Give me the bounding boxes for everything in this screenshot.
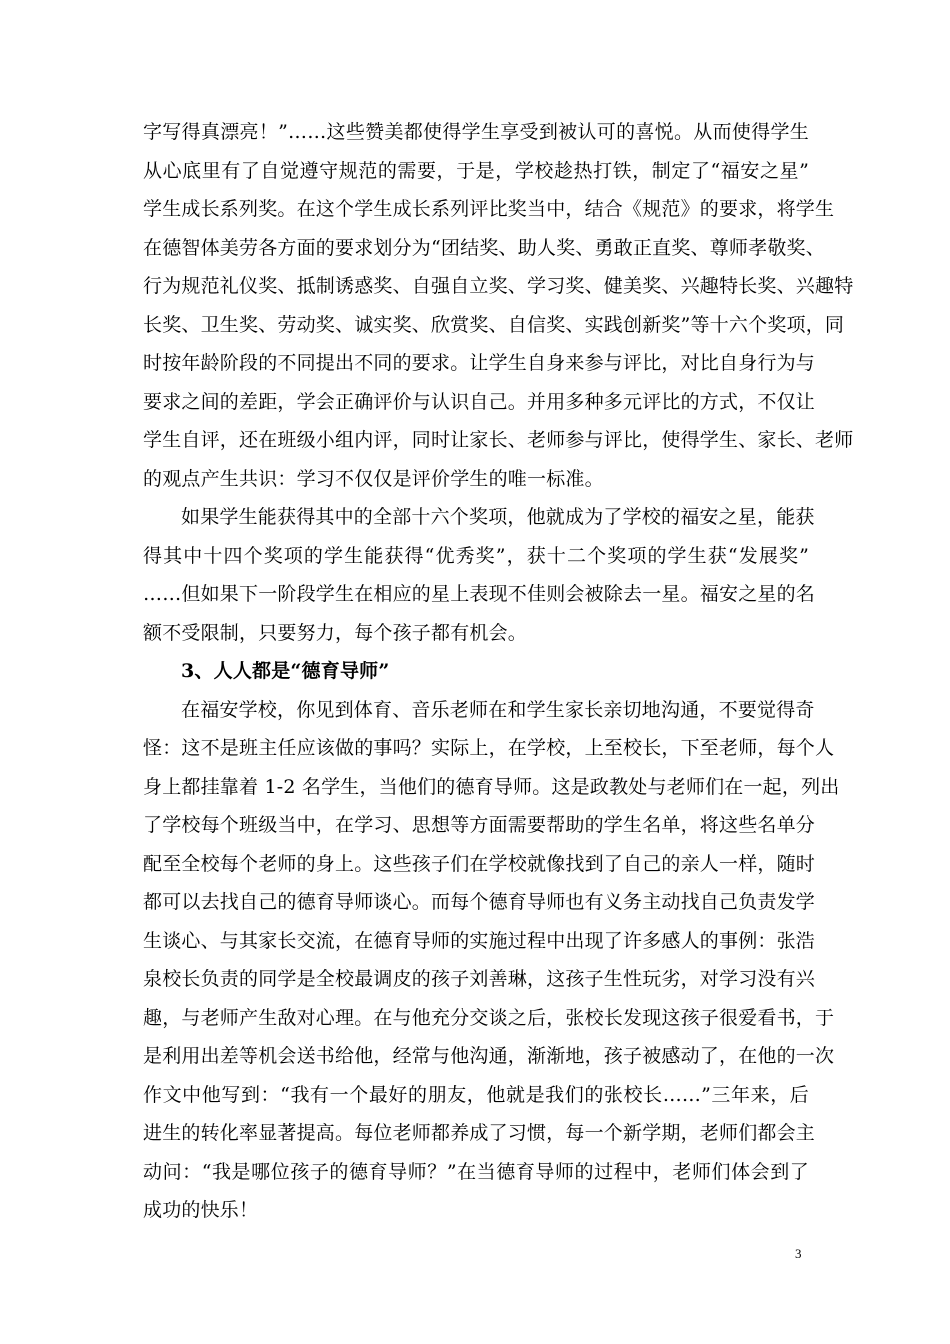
text-line: 作文中他写到：“我有一个最好的朋友，他就是我们的张校长……”三年来，后 (143, 1083, 809, 1106)
text-line: 成功的快乐！ (143, 1199, 259, 1221)
text-line: 学生自评，还在班级小组内评，同时让家长、老师参与评比，使得学生、家长、老师 (143, 429, 854, 451)
text-line: 动问：“我是哪位孩子的德育导师？”在当德育导师的过程中，老师们体会到了 (143, 1160, 809, 1183)
paragraph (143, 691, 840, 1230)
text-line: 3、人人都是“德育导师” (181, 660, 390, 682)
text-line: 身上都挂靠着 1-2 名学生，当他们的德育导师。这是政教处与老师们在一起，列出 (143, 775, 840, 798)
text-line: 的观点产生共识：学习不仅仅是评价学生的唯一标准。 (143, 467, 604, 490)
page-number: 3 (795, 1246, 802, 1261)
text-line: 了学校每个班级当中，在学习、思想等方面需要帮助的学生名单，将这些名单分 (143, 814, 816, 836)
text-line: 行为规范礼仪奖、抵制诱惑奖、自强自立奖、学习奖、健美奖、兴趣特长奖、兴趣特 (143, 275, 854, 297)
text-line: 泉校长负责的同学是全校最调皮的孩子刘善琳，这孩子生性玩劣，对学习没有兴 (143, 968, 816, 990)
text-line: 在德智体美劳各方面的要求划分为“团结奖、助人奖、勇敢正直奖、尊师孝敬奖、 (143, 236, 825, 259)
text-line: 在福安学校，你见到体育、音乐老师在和学生家长亲切地沟通，不要觉得奇 (181, 698, 815, 721)
text-line: 都可以去找自己的德育导师谈心。而每个德育导师也有义务主动找自己负责发学 (143, 891, 816, 913)
text-line: 生谈心、与其家长交流，在德育导师的实施过程中出现了许多感人的事例：张浩 (143, 929, 816, 952)
text-line: ……但如果下一阶段学生在相应的星上表现不佳则会被除去一星。福安之星的名 (143, 583, 816, 605)
document-body (143, 113, 854, 1230)
text-line: 额不受限制，只要努力，每个孩子都有机会。 (143, 621, 528, 644)
text-line: 配至全校每个老师的身上。这些孩子们在学校就像找到了自己的亲人一样，随时 (143, 852, 816, 875)
text-line: 字写得真漂亮！”……这些赞美都使得学生享受到被认可的喜悦。从而使得学生 (143, 121, 809, 143)
text-line: 趣，与老师产生敌对心理。在与他充分交谈之后，张校长发现这孩子很爱看书，于 (143, 1006, 835, 1029)
text-line: 长奖、卫生奖、劳动奖、诚实奖、欣赏奖、自信奖、实践创新奖”等十六个奖项，同 (143, 313, 845, 336)
section-heading (143, 652, 809, 691)
text-line: 学生成长系列奖。在这个学生成长系列评比奖当中，结合《规范》的要求，将学生 (143, 198, 835, 220)
text-line: 是利用出差等机会送书给他，经常与他沟通，渐渐地，孩子被感动了，在他的一次 (143, 1045, 835, 1067)
paragraph (143, 498, 816, 652)
text-line: 得其中十四个奖项的学生能获得“优秀奖”，获十二个奖项的学生获“发展奖” (143, 544, 809, 567)
text-line: 从心底里有了自觉遵守规范的需要，于是，学校趁热打铁，制定了“福安之星” (143, 159, 809, 182)
text-line: 时按年龄阶段的不同提出不同的要求。让学生自身来参与评比，对比自身行为与 (143, 352, 816, 374)
text-line: 如果学生能获得其中的全部十六个奖项，他就成为了学校的福安之星，能获 (181, 506, 815, 528)
paragraph (143, 113, 854, 498)
text-line: 要求之间的差距，学会正确评价与认识自己。并用多种多元评比的方式，不仅让 (143, 390, 816, 413)
text-line: 进生的转化率显著提高。每位老师都养成了习惯，每一个新学期，老师们都会主 (143, 1122, 816, 1144)
text-line: 怪：这不是班主任应该做的事吗？实际上，在学校，上至校长，下至老师，每个人 (143, 737, 835, 759)
